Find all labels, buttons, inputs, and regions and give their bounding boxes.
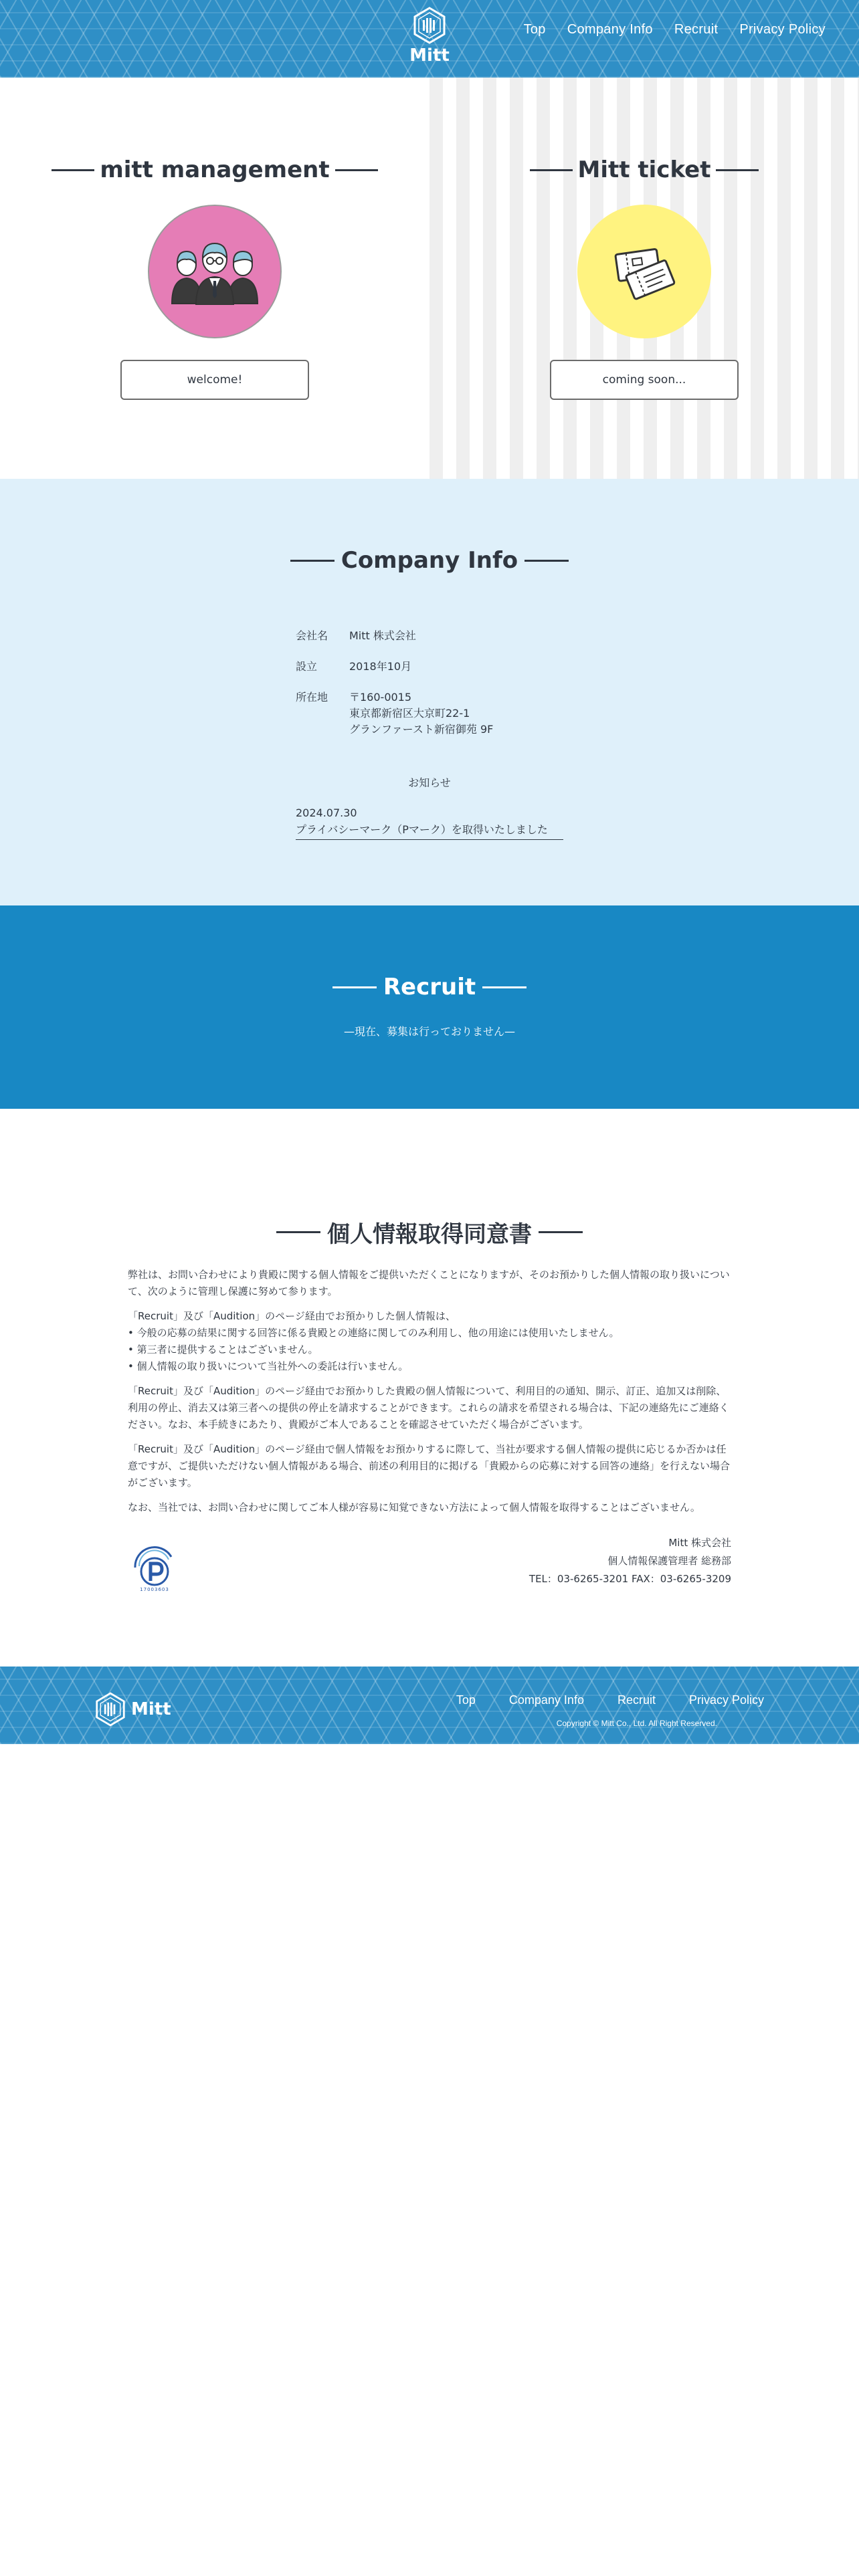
recruit-status: —現在、募集は行っておりません— (343, 1025, 515, 1038)
founded-label: 設立 (296, 660, 318, 673)
main-nav (524, 22, 826, 37)
founded-row (296, 659, 577, 675)
management-illustration (148, 205, 282, 338)
title-dash (335, 169, 378, 171)
coming-soon-button[interactable]: coming soon... (550, 360, 739, 400)
company-info-title (0, 547, 859, 574)
news-item-link[interactable]: プライバシーマーク（Pマーク）を取得いたしました (296, 821, 563, 840)
news-date: 2024.07.30 (296, 807, 357, 819)
management-title-text: mitt management (100, 156, 330, 183)
company-name-label: 会社名 (296, 629, 328, 642)
footer-nav-recruit[interactable]: Recruit (617, 1693, 656, 1707)
ticket-icon (611, 241, 678, 302)
company-name-value: Mitt 株式会社 (349, 629, 416, 642)
nav-privacy-policy[interactable]: Privacy Policy (739, 22, 826, 37)
privacy-paragraph: 「Recruit」及び「Audition」のページ経由でお預かりした貴殿の個人情報について、利用目的の通知、開示、訂正、追加又は削除、利用の停止、消去又は第三者への提供の停止を請求することができます。これらの請求を希望される場合は、下記の連絡先にご連絡ください。なお、本手続きにあたり、貴殿がご本人であることを確認させていただく場合がございます。 (128, 1385, 729, 1430)
copyright: Copyright © Mitt Co., Ltd. All Right Reserved. (556, 1719, 717, 1728)
footer-nav-company-info[interactable]: Company Info (508, 1693, 584, 1707)
company-info-section (0, 479, 859, 905)
privacy-policy-section (0, 1109, 859, 1667)
recruit-section (0, 905, 859, 1109)
privacy-mark-badge (130, 1542, 179, 1596)
recruit-title-text: Recruit (383, 974, 476, 1000)
nav-recruit[interactable]: Recruit (674, 22, 719, 37)
title-dash (276, 1231, 320, 1233)
site-logo[interactable] (409, 7, 450, 66)
privacy-title-text: 個人情報取得同意書 (327, 1221, 532, 1248)
brand-name: Mitt (409, 45, 450, 66)
address-street: 東京都新宿区大京町22-1 (349, 707, 470, 720)
site-footer (0, 1667, 859, 1744)
footer-brand-name: Mitt (131, 1699, 171, 1719)
privacy-paragraph: 弊社は、お問い合わせにより貴殿に関する個人情報をご提供いただくことになりますが、そのお預かりした個人情報の取り扱いについて、次のように管理し保護に努めて参ります。 (128, 1269, 730, 1297)
nav-top[interactable]: Top (523, 22, 546, 37)
title-dash (290, 560, 335, 562)
company-info-table (296, 628, 577, 752)
recruit-title (0, 974, 859, 1000)
title-dash (52, 169, 94, 171)
title-dash (539, 1231, 583, 1233)
management-title (0, 156, 430, 183)
privacy-paragraph: なお、当社では、お問い合わせに関してご本人様が容易に知覚できない方法によって個人情報を取得することはございません。 (128, 1501, 700, 1513)
site-header (0, 0, 859, 78)
privacy-paragraph: 「Recruit」及び「Audition」のページ経由で個人情報をお預かりするに際して、当社が要求する個人情報の提供に応じるか否かは任意ですが、ご提供いただけない個人情報がある場合、前述の利用目的に掲げる「貴殿からの応募に対する回答の連絡」を行えない場合がございます。 (128, 1443, 731, 1489)
mitt-ticket-card (430, 78, 859, 479)
title-dash (524, 560, 569, 562)
title-dash (332, 986, 377, 988)
ticket-title (430, 156, 859, 183)
team-people-icon (161, 238, 268, 305)
news-heading: お知らせ (408, 776, 451, 789)
mitt-logo-icon (413, 7, 446, 44)
footer-logo[interactable] (95, 1692, 171, 1727)
pmark-number: 17003603 (140, 1587, 169, 1592)
address-value (349, 689, 577, 738)
address-postal: 〒160-0015 (349, 691, 412, 704)
mitt-logo-icon (95, 1692, 126, 1727)
privacy-body (128, 1267, 731, 1524)
address-row (296, 689, 577, 738)
footer-nav-privacy-policy[interactable]: Privacy Policy (688, 1693, 764, 1707)
company-info-title-text: Company Info (341, 547, 518, 574)
founded-value: 2018年10月 (349, 660, 412, 673)
mitt-management-card (0, 78, 430, 479)
welcome-button[interactable]: welcome! (120, 360, 309, 400)
title-dash (482, 986, 527, 988)
company-name-row (296, 628, 577, 644)
ticket-illustration (577, 205, 711, 338)
contact-manager: 個人情報保護管理者 総務部 (607, 1555, 731, 1567)
title-dash (716, 169, 759, 171)
ticket-title-text: Mitt ticket (577, 156, 711, 183)
address-label: 所在地 (296, 691, 328, 704)
footer-nav (456, 1693, 764, 1707)
services-section (0, 78, 859, 479)
address-building: グランファースト新宿御苑 9F (349, 723, 494, 736)
privacy-title (0, 1216, 859, 1249)
privacy-paragraph: 「Recruit」及び「Audition」のページ経由でお預かりした個人情報は、 • 今般の応募の結果に関する回答に係る貴殿との連絡に関してのみ利用し、他の用途には使用いたしません。 • 第三者に提供することはございません。 • 個人情報の取り扱いについて当社外への委託は行いません。 (128, 1310, 619, 1372)
contact-phone-fax: TEL：03-6265-3201 FAX：03-6265-3209 (529, 1573, 731, 1585)
nav-company-info[interactable]: Company Info (567, 22, 653, 37)
footer-nav-top[interactable]: Top (456, 1693, 476, 1707)
title-dash (530, 169, 573, 171)
contact-company: Mitt 株式会社 (668, 1537, 731, 1549)
privacy-contact (529, 1534, 731, 1588)
